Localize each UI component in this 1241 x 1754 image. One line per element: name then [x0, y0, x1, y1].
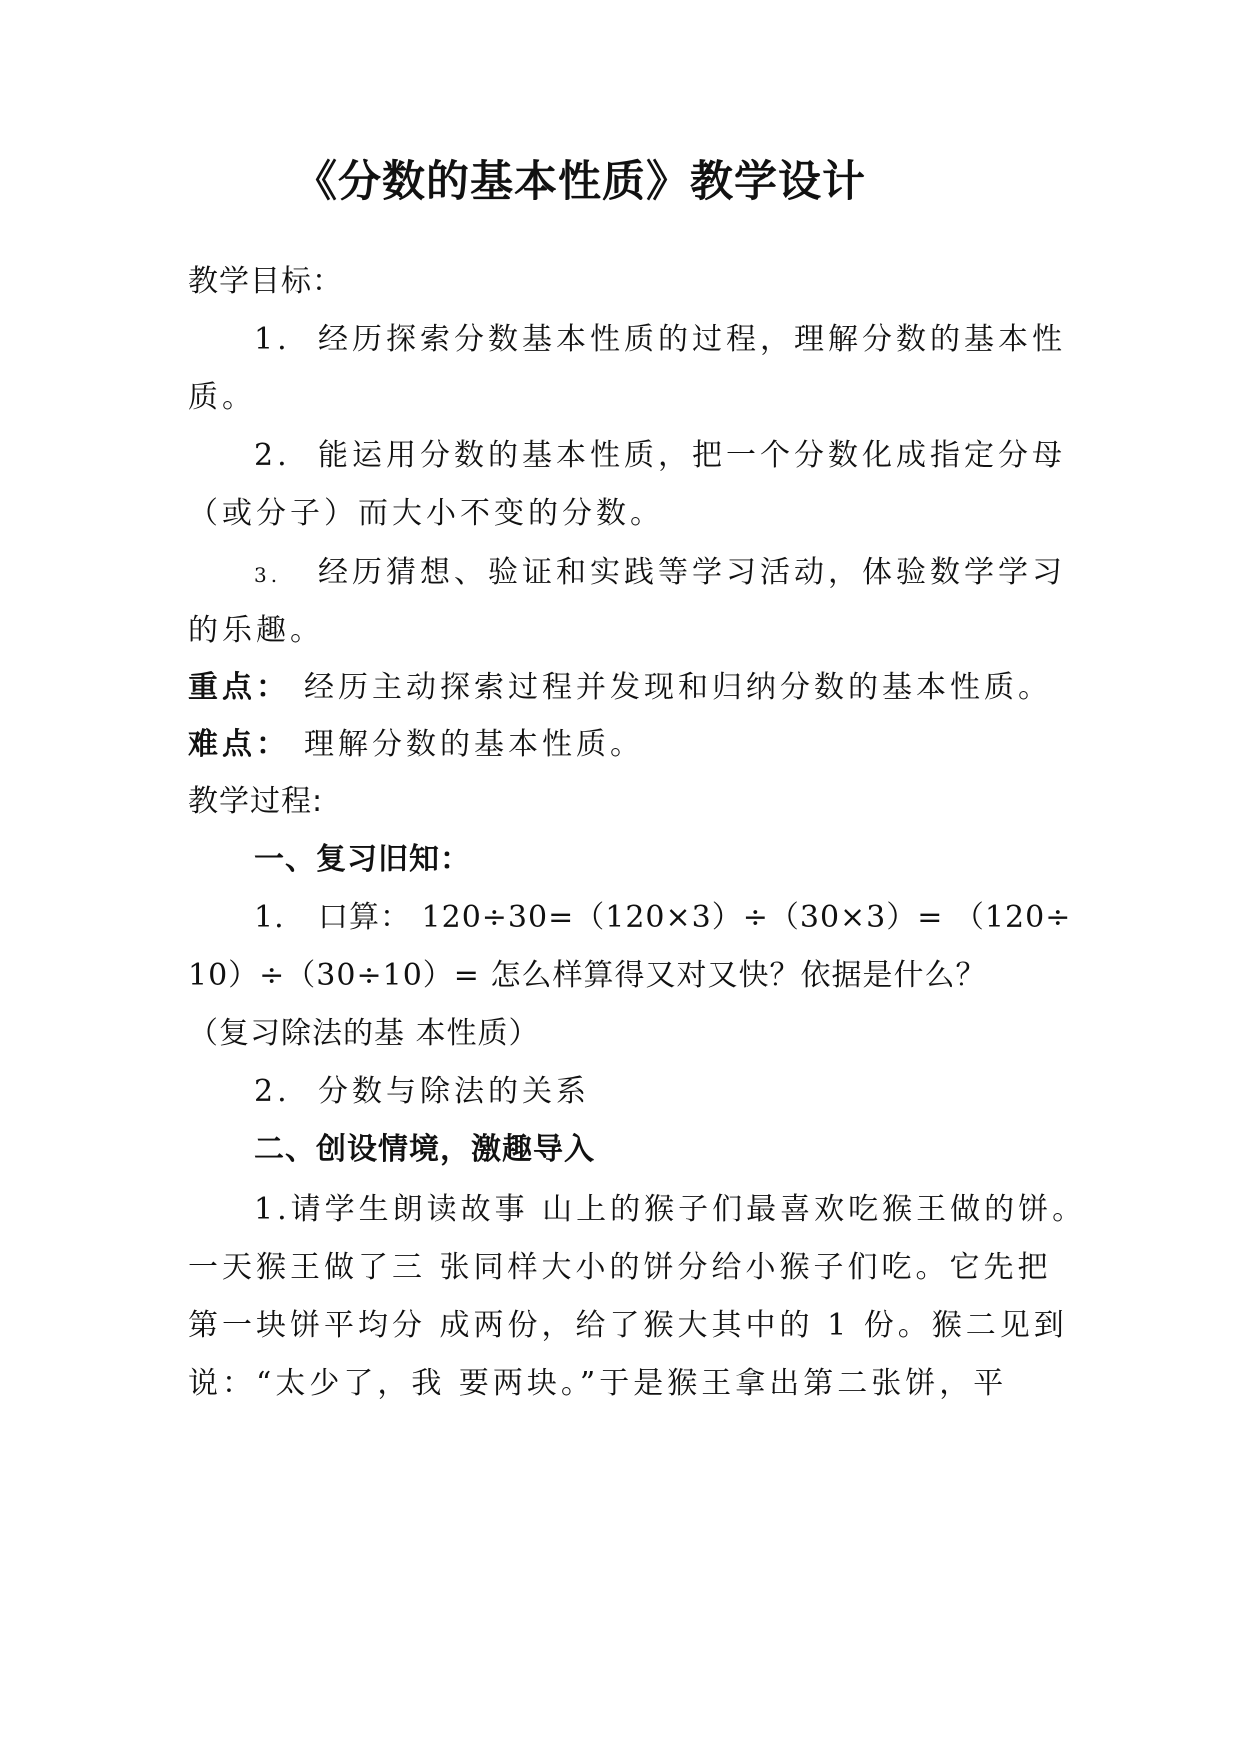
story-line-2: 一天猴王做了三 张同样大小的饼分给小猴子们吃。它先把 — [188, 1250, 1052, 1285]
objective-3-line1 — [254, 553, 1066, 595]
objective-2-line2: （或分子）而大小不变的分数。 — [188, 496, 664, 531]
process-heading: 教学过程: — [188, 784, 324, 819]
objective-3-text: 经历猜想、验证和实践等学习活动，体验数学学习 — [318, 555, 1066, 590]
difficulty-text: 理解分数的基本性质。 — [304, 727, 644, 762]
objective-3-number: 3. — [254, 563, 282, 587]
objective-1-text: 经历探索分数基本性质的过程，理解分数的基本性 — [318, 322, 1066, 357]
review-item-1-number: 1. — [254, 900, 285, 935]
review-item-1-line3: （复习除法的基 本性质） — [188, 1016, 540, 1051]
objectives-heading: 教学目标： — [188, 264, 343, 299]
objective-2-number: 2. — [254, 438, 291, 473]
review-item-2 — [254, 1072, 590, 1112]
section-2-heading: 二、创设情境，激趣导入 — [254, 1132, 595, 1167]
document-title: 《分数的基本性质》教学设计 — [294, 157, 866, 207]
key-point — [188, 668, 1052, 708]
objective-2-line1 — [254, 436, 1066, 476]
key-point-label: 重点： — [188, 670, 290, 705]
review-item-2-number: 2. — [254, 1074, 291, 1109]
key-point-text: 经历主动探索过程并发现和归纳分数的基本性质。 — [304, 670, 1052, 705]
review-item-1-text: 口算： 120÷30=（120×3）÷（30×3）= （120÷ — [318, 900, 1072, 935]
difficulty-label: 难点： — [188, 727, 290, 762]
objective-1-line2: 质。 — [188, 380, 256, 415]
story-line-4: 说：“太少了，我 要两块。”于是猴王拿出第二张饼，平 — [188, 1366, 1008, 1401]
difficulty — [188, 725, 644, 765]
review-item-2-text: 分数与除法的关系 — [318, 1074, 590, 1109]
story-line-3: 第一块饼平均分 成两份，给了猴大其中的 1 份。猴二见到 — [188, 1308, 1068, 1343]
section-1-heading: 一、复习旧知： — [254, 842, 471, 877]
review-item-1-line2: 10）÷（30÷10）= 怎么样算得又对又快？依据是什么？ — [188, 958, 987, 993]
objective-3-line2: 的乐趣。 — [188, 613, 324, 648]
story-line-1: 1.请学生朗读故事 山上的猴子们最喜欢吃猴王做的饼。 — [254, 1192, 1087, 1227]
objective-2-text: 能运用分数的基本性质，把一个分数化成指定分母 — [318, 438, 1066, 473]
review-item-1-line1 — [254, 898, 1071, 938]
objective-1-number: 1. — [254, 322, 291, 357]
objective-1-line1 — [254, 320, 1066, 360]
